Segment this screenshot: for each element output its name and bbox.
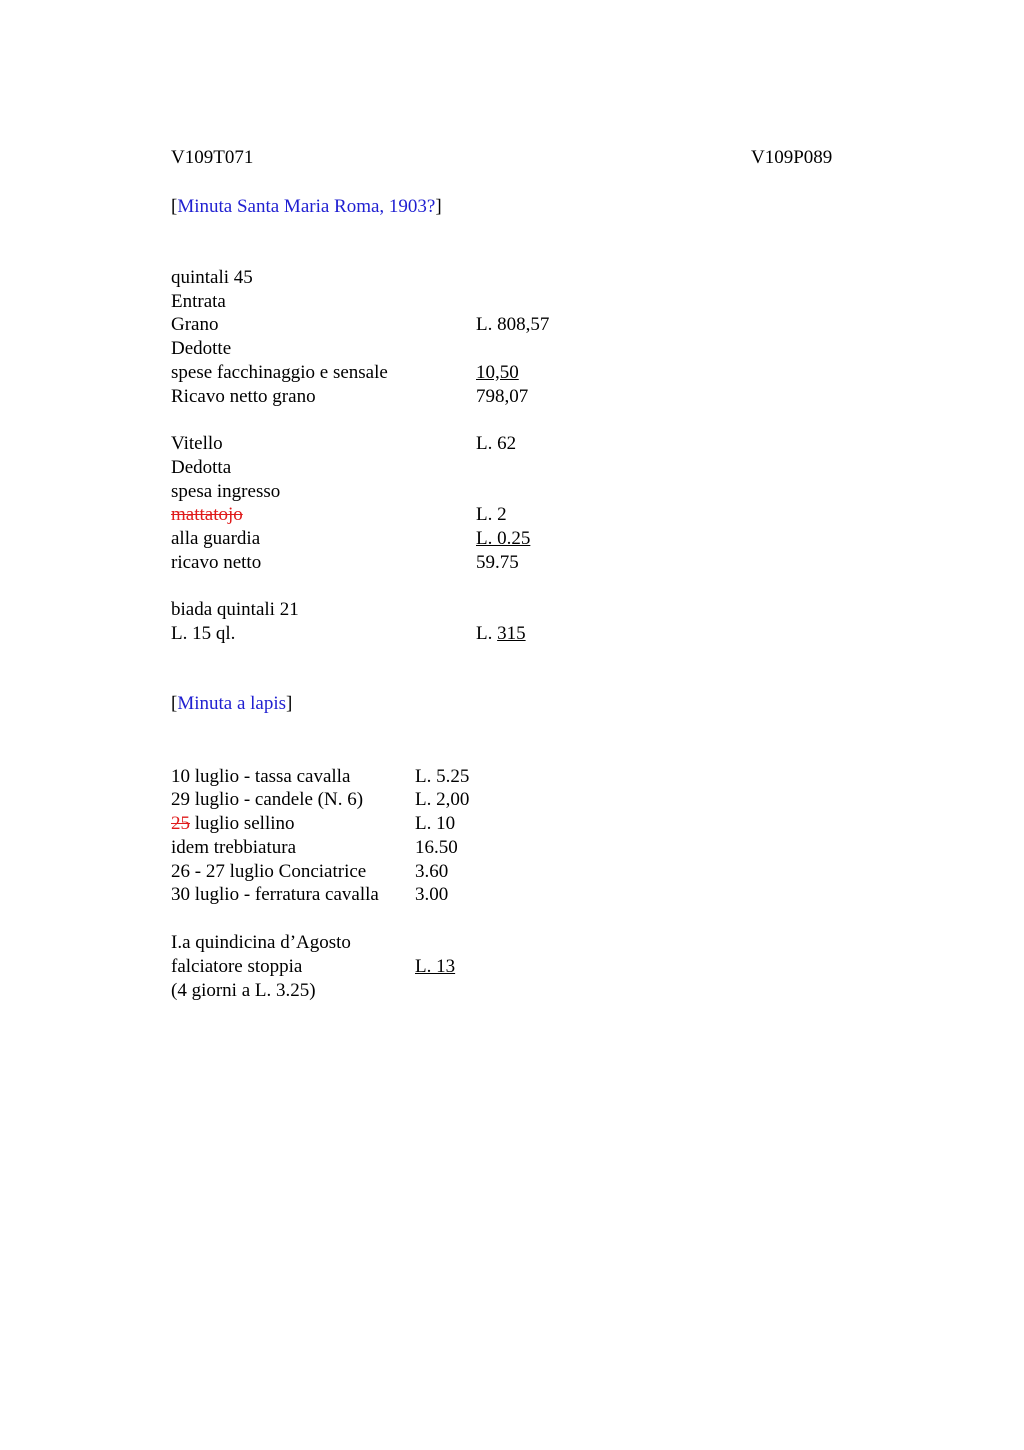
expense-row-label: 10 luglio - tassa cavalla xyxy=(171,766,351,787)
expense-row-label: idem trebbiatura xyxy=(171,837,297,858)
mattatojo-struck-text: mattatojo xyxy=(171,504,243,525)
vitello-value: L. 62 xyxy=(476,433,517,454)
spesa-ingresso-label: spesa ingresso xyxy=(171,481,281,502)
grano-value: L. 808,57 xyxy=(476,314,550,335)
falciatore-label: falciatore stoppia xyxy=(171,956,303,977)
expense-row-label: 30 luglio - ferratura cavalla xyxy=(171,884,379,905)
editorial-note-2-text: Minuta a lapis xyxy=(177,693,287,714)
spese-value: 10,50 xyxy=(476,362,519,383)
document-code-right: V109P089 xyxy=(751,147,833,168)
editorial-note-2: [Minuta a lapis] xyxy=(171,693,293,714)
dedotta-label: Dedotta xyxy=(171,457,232,478)
expense-row-value: 16.50 xyxy=(415,837,458,858)
entrata-label: Entrata xyxy=(171,291,226,312)
ricavo-grano-label: Ricavo netto grano xyxy=(171,386,316,407)
guardia-value: L. 0.25 xyxy=(476,528,531,549)
expense-row-value: L. 10 xyxy=(415,813,456,834)
ricavo-grano-value: 798,07 xyxy=(476,386,529,407)
august-heading: I.a quindicina d’Agosto xyxy=(171,932,351,953)
expense-row-value: 3.00 xyxy=(415,884,449,905)
falciatore-value: L. 13 xyxy=(415,956,456,977)
struck-date: 25 xyxy=(171,813,190,834)
expense-row-label: 26 - 27 luglio Conciatrice xyxy=(171,861,367,882)
guardia-label: alla guardia xyxy=(171,528,261,549)
expense-row-value: L. 2,00 xyxy=(415,789,470,810)
mattatojo-value: L. 2 xyxy=(476,504,507,525)
biada-total: L. 315 xyxy=(476,623,526,644)
ricavo-netto-label: ricavo netto xyxy=(171,552,262,573)
document-code-left: V109T071 xyxy=(171,147,254,168)
dedotte-label: Dedotte xyxy=(171,338,232,359)
ricavo-netto-value: 59.75 xyxy=(476,552,519,573)
expense-row-label: 25 luglio sellino xyxy=(171,813,295,834)
biada-price-label: L. 15 ql. xyxy=(171,623,236,644)
grain-quantity: quintali 45 xyxy=(171,267,253,288)
expense-row-value: 3.60 xyxy=(415,861,449,882)
falciatore-detail: (4 giorni a L. 3.25) xyxy=(171,980,316,1001)
editorial-note-1: [Minuta Santa Maria Roma, 1903?] xyxy=(171,196,442,217)
biada-total-value: 315 xyxy=(497,623,526,644)
grano-label: Grano xyxy=(171,314,219,335)
expense-row-label: 29 luglio - candele (N. 6) xyxy=(171,789,364,810)
biada-label: biada quintali 21 xyxy=(171,599,299,620)
vitello-label: Vitello xyxy=(171,433,223,454)
editorial-note-1-text: Minuta Santa Maria Roma, 1903? xyxy=(177,196,436,217)
expense-row-value: L. 5.25 xyxy=(415,766,470,787)
spese-label: spese facchinaggio e sensale xyxy=(171,362,388,383)
